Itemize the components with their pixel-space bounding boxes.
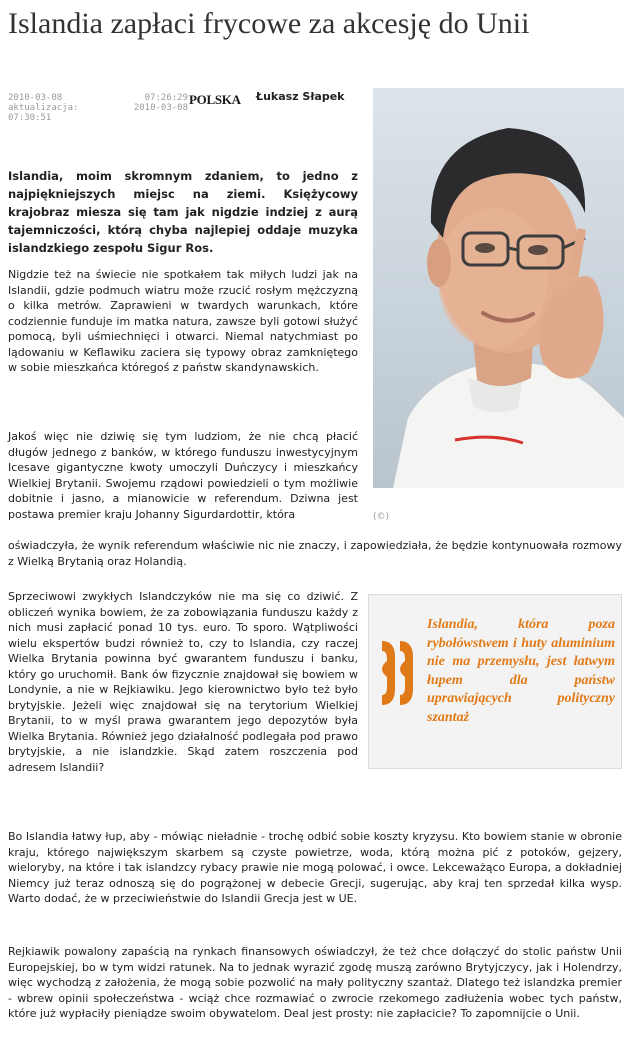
article-paragraph: Jakoś więc nie dziwię się tym ludziom, że nie chcą płacić długów jednego z banków, w którego funduszu inwestycyjnym Icesave gigantyczne kwoty umoczyli Duńczycy i mieszkańcy Wielkiej Brytanii. Swojemu rządowi powiedzieli o tym możliwie dobitnie i jasno, a mianowicie w referendum. Dziwna jest postawa premier kraju Johanny Sigurdardottir, która (8, 430, 358, 521)
pull-quote-text: Islandia, która poza rybołówstwem i huty aluminium nie ma przemysłu, jest łatwym łupem dla państw uprawiających polityczny szantaż (427, 617, 615, 725)
photo-caption: (©) (373, 512, 390, 522)
quote-marks-icon (379, 637, 417, 709)
publish-date: 2010-03-08 (8, 93, 63, 103)
updated-time: 07:30:51 (8, 113, 52, 123)
publish-time: 07:26:29 (144, 93, 188, 103)
article-title: Islandia zapłaci frycowe za akcesję do Unii (8, 7, 530, 40)
article-lead: Islandia, moim skromnym zdaniem, to jedno z najpiękniejszych miejsc na ziemi. Księżycowy krajobraz miesza się tam jak nigdzie indziej z aurą tajemniczości, którą chyba najlepiej oddaje muzyka islandzkiego zespołu Sigur Ros. (8, 169, 358, 255)
article-paragraph: Sprzeciwowi zwykłych Islandczyków nie ma się co dziwić. Z obliczeń wynika bowiem, że za zobowiązania funduszu każdy z nich musi zapłacić ponad 10 tys. euro. To sporo. Wątpliwości wielu ekspertów budzi również to, czy to Islandia, czy raczej Wielka Brytania powinna być gwarantem funduszu i banku, który go uruchomił. Bank ów fizycznie znajdował się bowiem w Londynie, a nie w Rejkiawiku. Jego kierownictwo było też było brytyjskie. Jeżeli więc znajdował się na terytorium Wielkiej Brytanii, to w myśl prawa gwarantem jego depozytów była Wielka Brytania. Również jego działalność podlegała pod prawo brytyjskie, a nie islandzkie. Skąd zatem roszczenia pod adresem Islandii? (8, 590, 358, 774)
article-meta (8, 93, 188, 123)
author-name[interactable]: Łukasz Słapek (256, 90, 345, 103)
article-paragraph: Rejkiawik powalony zapaścią na rynkach finansowych oświadczył, że też chce dołączyć do stolic państw Unii Europejskiej, bo w tym widzi ratunek. Na to jednak wyrazić zgodę muszą zarówno Brytyjczycy, jak i Holendrzy, więc wychodzą z założenia, że mogą sobie pozwolić na mały polityczny szantaż. Dlatego też islandzka premier - wbrew opinii społeczeństwa - wciąż chce rozmawiać o zwrocie rzekomego zadłużenia wobec tych państw, które już wypłaciły pieniądze swoim obywatelom. Deal jest prosty: nie zapłacicie? To zapomnijcie o Unii. (8, 945, 622, 1020)
author-portrait-image (373, 88, 624, 488)
article-paragraph: Bo Islandia łatwy łup, aby - mówiąc nieładnie - trochę odbić sobie koszty kryzysu. Kto bowiem stanie w obronie kraju, którego największym skarbem są czyste powietrze, woda, którą można pić z potoków, gejzery, wieloryby, na które i tak islandzcy rybacy prawie nie mogą polować, i owce. Lekceważąco Europa, a dokładniej Niemcy już teraz odnoszą się do pogrążonej w debecie Grecji, sugerując, aby kraj ten sprzedał kilka wysp. Warto dodać, że w przeciwieństwie do Islandii Grecja jest w UE. (8, 830, 622, 905)
updated-date: 2010-03-08 (133, 103, 188, 113)
source-logo: POLSKA (189, 92, 241, 107)
author-photo (373, 88, 624, 488)
updated-label: aktualizacja: (8, 103, 79, 113)
pull-quote (368, 594, 622, 769)
article-paragraph: oświadczyła, że wynik referendum właściwie nic nie znaczy, i zapowiedziała, że będzie kontynuowała rozmowy z Wielką Brytanią oraz Holandią. (8, 539, 622, 568)
article-paragraph: Nigdzie też na świecie nie spotkałem tak miłych ludzi jak na Islandii, gdzie podmuch wiatru może rzucić rosłym mężczyzną o kilka metrów. Zaprawieni w twardych warunkach, które codziennie funduje im matka natura, zawsze byli gotowi służyć pomocą, byli uśmiechnięci i otwarci. Niemal natychmiast po lądowaniu w Keflawiku zaciera się typowy obraz zamkniętego w sobie mieszkańca któregoś z państw skandynawskich. (8, 268, 358, 374)
